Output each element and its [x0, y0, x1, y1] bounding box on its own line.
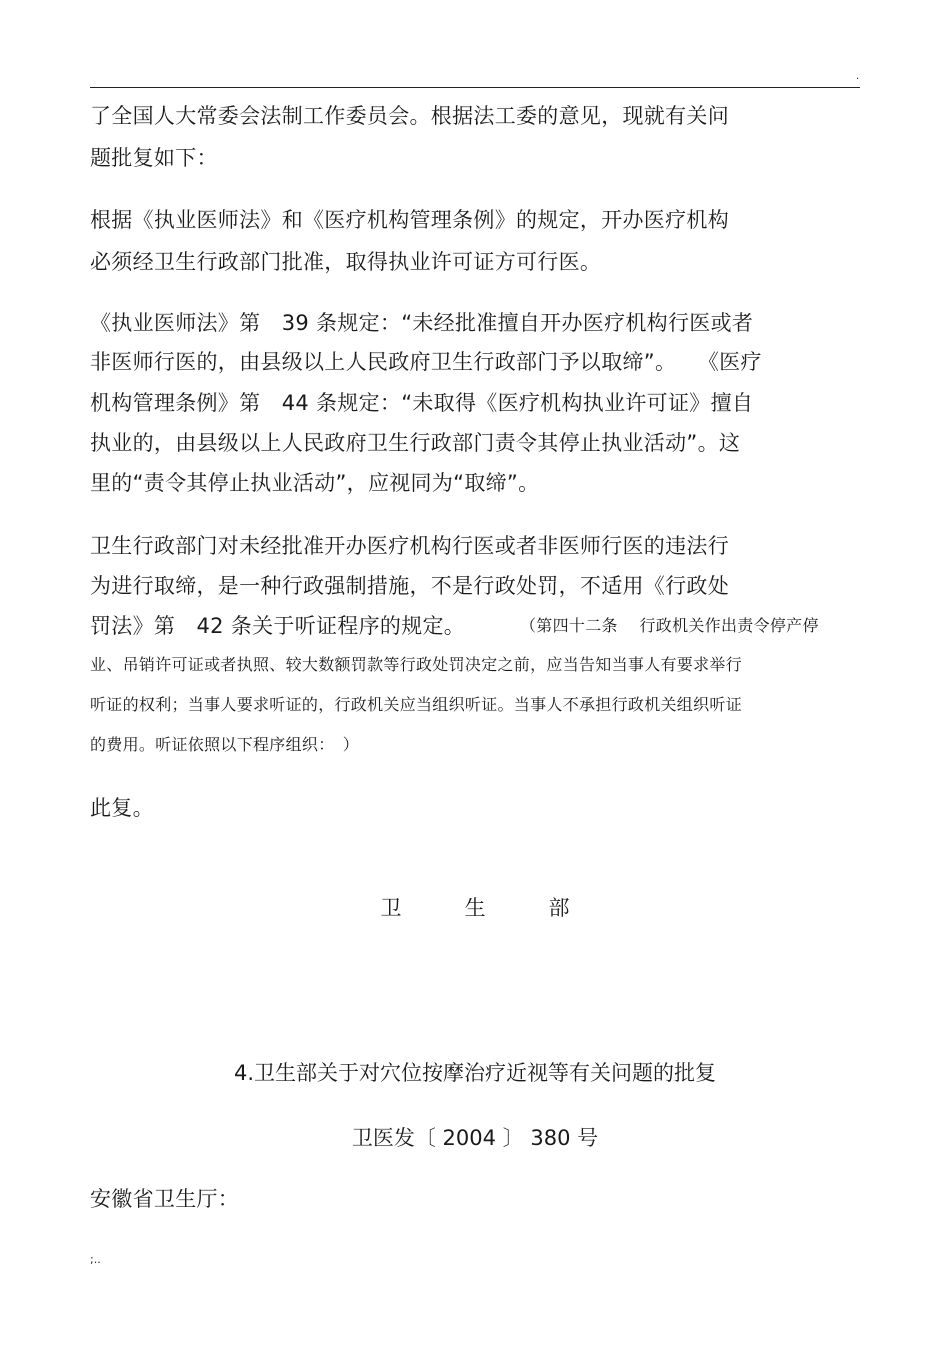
paragraph-3-line-2: 非医师行医的，由县级以上人民政府卫生行政部门予以取缔”。 《医疗: [90, 350, 762, 374]
header-rule: [90, 87, 860, 88]
paragraph-4-note-line-2: 听证的权利；当事人要求听证的，行政机关应当组织听证。当事人不承担行政机关组织听证: [90, 695, 743, 714]
signature: 卫 生 部: [380, 896, 570, 920]
paragraph-2-line-1: 根据《执业医师法》和《医疗机构管理条例》的规定，开办医疗机构: [90, 208, 729, 232]
paragraph-1-line-2: 题批复如下：: [90, 146, 218, 170]
addressee: 安徽省卫生厅：: [90, 1187, 240, 1211]
paragraph-4-line-1: 卫生行政部门对未经批准开办医疗机构行医或者非医师行医的违法行: [90, 534, 729, 558]
footer-mark: ;..: [90, 1253, 101, 1266]
paragraph-2-line-2: 必须经卫生行政部门批准，取得执业许可证方可行医。: [90, 250, 602, 274]
document-number: 卫医发〔 2004 〕 380 号: [351, 1126, 599, 1150]
paragraph-4-note-start: （第四十二条 行政机关作出责令停产停: [520, 616, 819, 635]
section-title: 4.卫生部关于对穴位按摩治疗近视等有关问题的批复: [233, 1061, 717, 1085]
paragraph-3-line-1: 《执业医师法》第 39 条规定：“未经批准擅自开办医疗机构行医或者: [90, 311, 754, 335]
paragraph-3-line-5: 里的“责令其停止执业活动”，应视同为“取缔”。: [90, 471, 540, 495]
paragraph-4-note-line-1: 业、吊销许可证或者执照、较大数额罚款等行政处罚决定之前，应当告知当事人有要求举行: [90, 655, 743, 674]
paragraph-4-line-2: 为进行取缔，是一种行政强制措施，不是行政处罚，不适用《行政处: [90, 574, 729, 598]
paragraph-4-note-line-3: 的费用。听证依照以下程序组织： ）: [90, 735, 360, 754]
header-corner-mark: .: [856, 71, 860, 82]
paragraph-4-line-3: 罚法》第 42 条关于听证程序的规定。: [90, 614, 466, 638]
paragraph-3-line-4: 执业的，由县级以上人民政府卫生行政部门责令其停止执业活动”。这: [90, 431, 741, 455]
paragraph-1-line-1: 了全国人大常委会法制工作委员会。根据法工委的意见，现就有关问: [90, 104, 729, 128]
closing-text: 此复。: [90, 796, 154, 820]
paragraph-3-line-3: 机构管理条例》第 44 条规定：“未取得《医疗机构执业许可证》擅自: [90, 391, 754, 415]
